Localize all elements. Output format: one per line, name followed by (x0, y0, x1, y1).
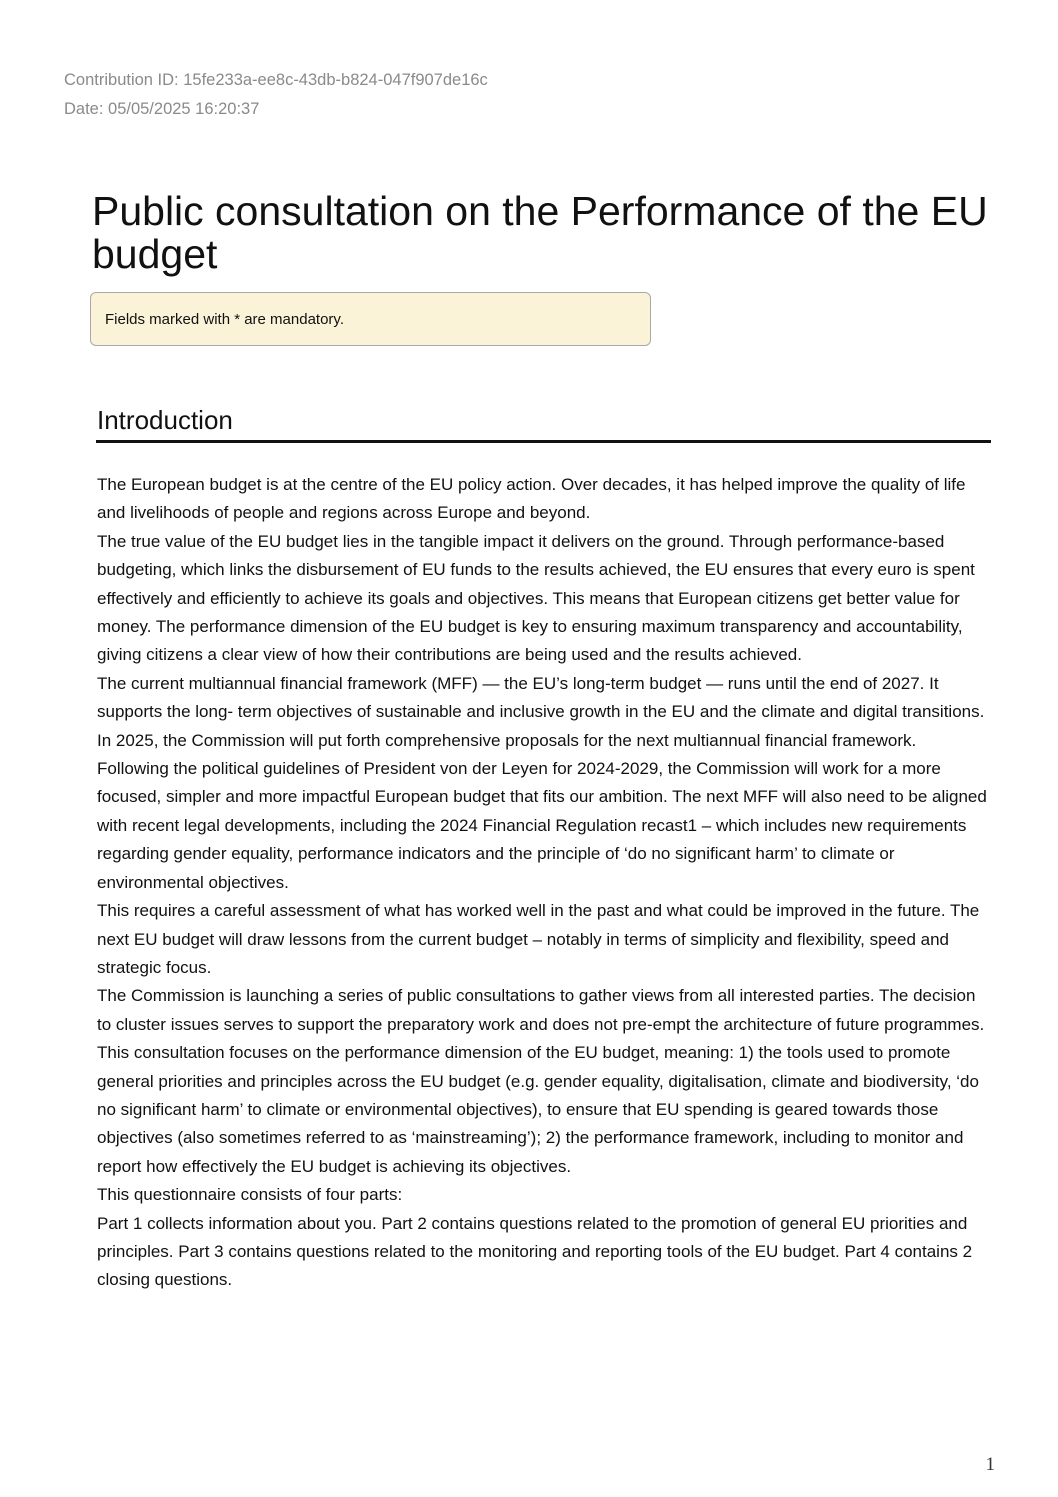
paragraph: The current multiannual financial framework (MFF) — the EU’s long-term budget — runs until the end of 2027. It supports the long- term objectives of sustainable and inclusive growth in the EU and the climate and digital transitions. In 2025, the Commission will put forth comprehensive proposals for the next multiannual financial framework. (97, 673, 985, 750)
paragraph: The true value of the EU budget lies in the tangible impact it delivers on the ground. Through performance-based budgeting, which links the disbursement of EU funds to the results achieved, the EU ensures that every euro is spent effectively and efficiently to achieve its goals and objectives. This means that European citizens get better value for money. The performance dimension of the EU budget is key to ensuring maximum transparency and accountability, giving citizens a clear view of how their contributions are being used and the results achieved. (97, 531, 975, 665)
paragraph: The European budget is at the centre of the EU policy action. Over decades, it has helped improve the quality of life and livelihoods of people and regions across Europe and beyond. (97, 475, 966, 523)
paragraph: Following the political guidelines of President von der Leyen for 2024-2029, the Commission will work for a more focused, simpler and more impactful European budget that fits our ambition. The next MFF will also need to be aligned with recent legal developments, including the 2024 Financial Regulation recast1 – which includes new requirements regarding gender equality, performance indicators and the principle of ‘do no significant harm’ to climate or environmental objectives. (97, 759, 987, 892)
page-number: 1 (985, 1454, 995, 1475)
contribution-id: Contribution ID: 15fe233a-ee8c-43db-b824-047f907de16c (64, 71, 488, 89)
paragraph: Part 1 collects information about you. Part 2 contains questions related to the promotion of general EU priorities and principles. Part 3 contains questions related to the monitoring and reporting tools of the EU budget. Part 4 contains 2 closing questions. (97, 1213, 973, 1290)
paragraph: The Commission is launching a series of public consultations to gather views from all interested parties. The decision to cluster issues serves to support the preparatory work and does not pre-empt the architecture of future programmes. This consultation focuses on the performance dimension of the EU budget, meaning: 1) the tools used to promote general priorities and principles across the EU budget (e.g. gender equality, digitalisation, climate and biodiversity, ‘do no significant harm’ to climate or environmental objectives), to ensure that EU spending is geared towards those objectives (also sometimes referred to as ‘mainstreaming’); 2) the performance framework, including to monitor and report how effectively the EU budget is achieving its objectives. (97, 986, 985, 1176)
paragraph: This questionnaire consists of four parts: (97, 1185, 403, 1205)
section-divider (96, 440, 991, 443)
section-heading: Introduction (97, 405, 233, 435)
introduction-body (97, 471, 992, 1295)
mandatory-fields-notice: Fields marked with * are mandatory. (90, 292, 651, 346)
submission-date: Date: 05/05/2025 16:20:37 (64, 100, 260, 118)
page-title: Public consultation on the Performance of the EU budget (92, 188, 988, 277)
paragraph: This requires a careful assessment of what has worked well in the past and what could be improved in the future. The next EU budget will draw lessons from the current budget – notably in terms of simplicity and flexibility, speed and strategic focus. (97, 901, 980, 977)
document-meta (64, 66, 488, 124)
